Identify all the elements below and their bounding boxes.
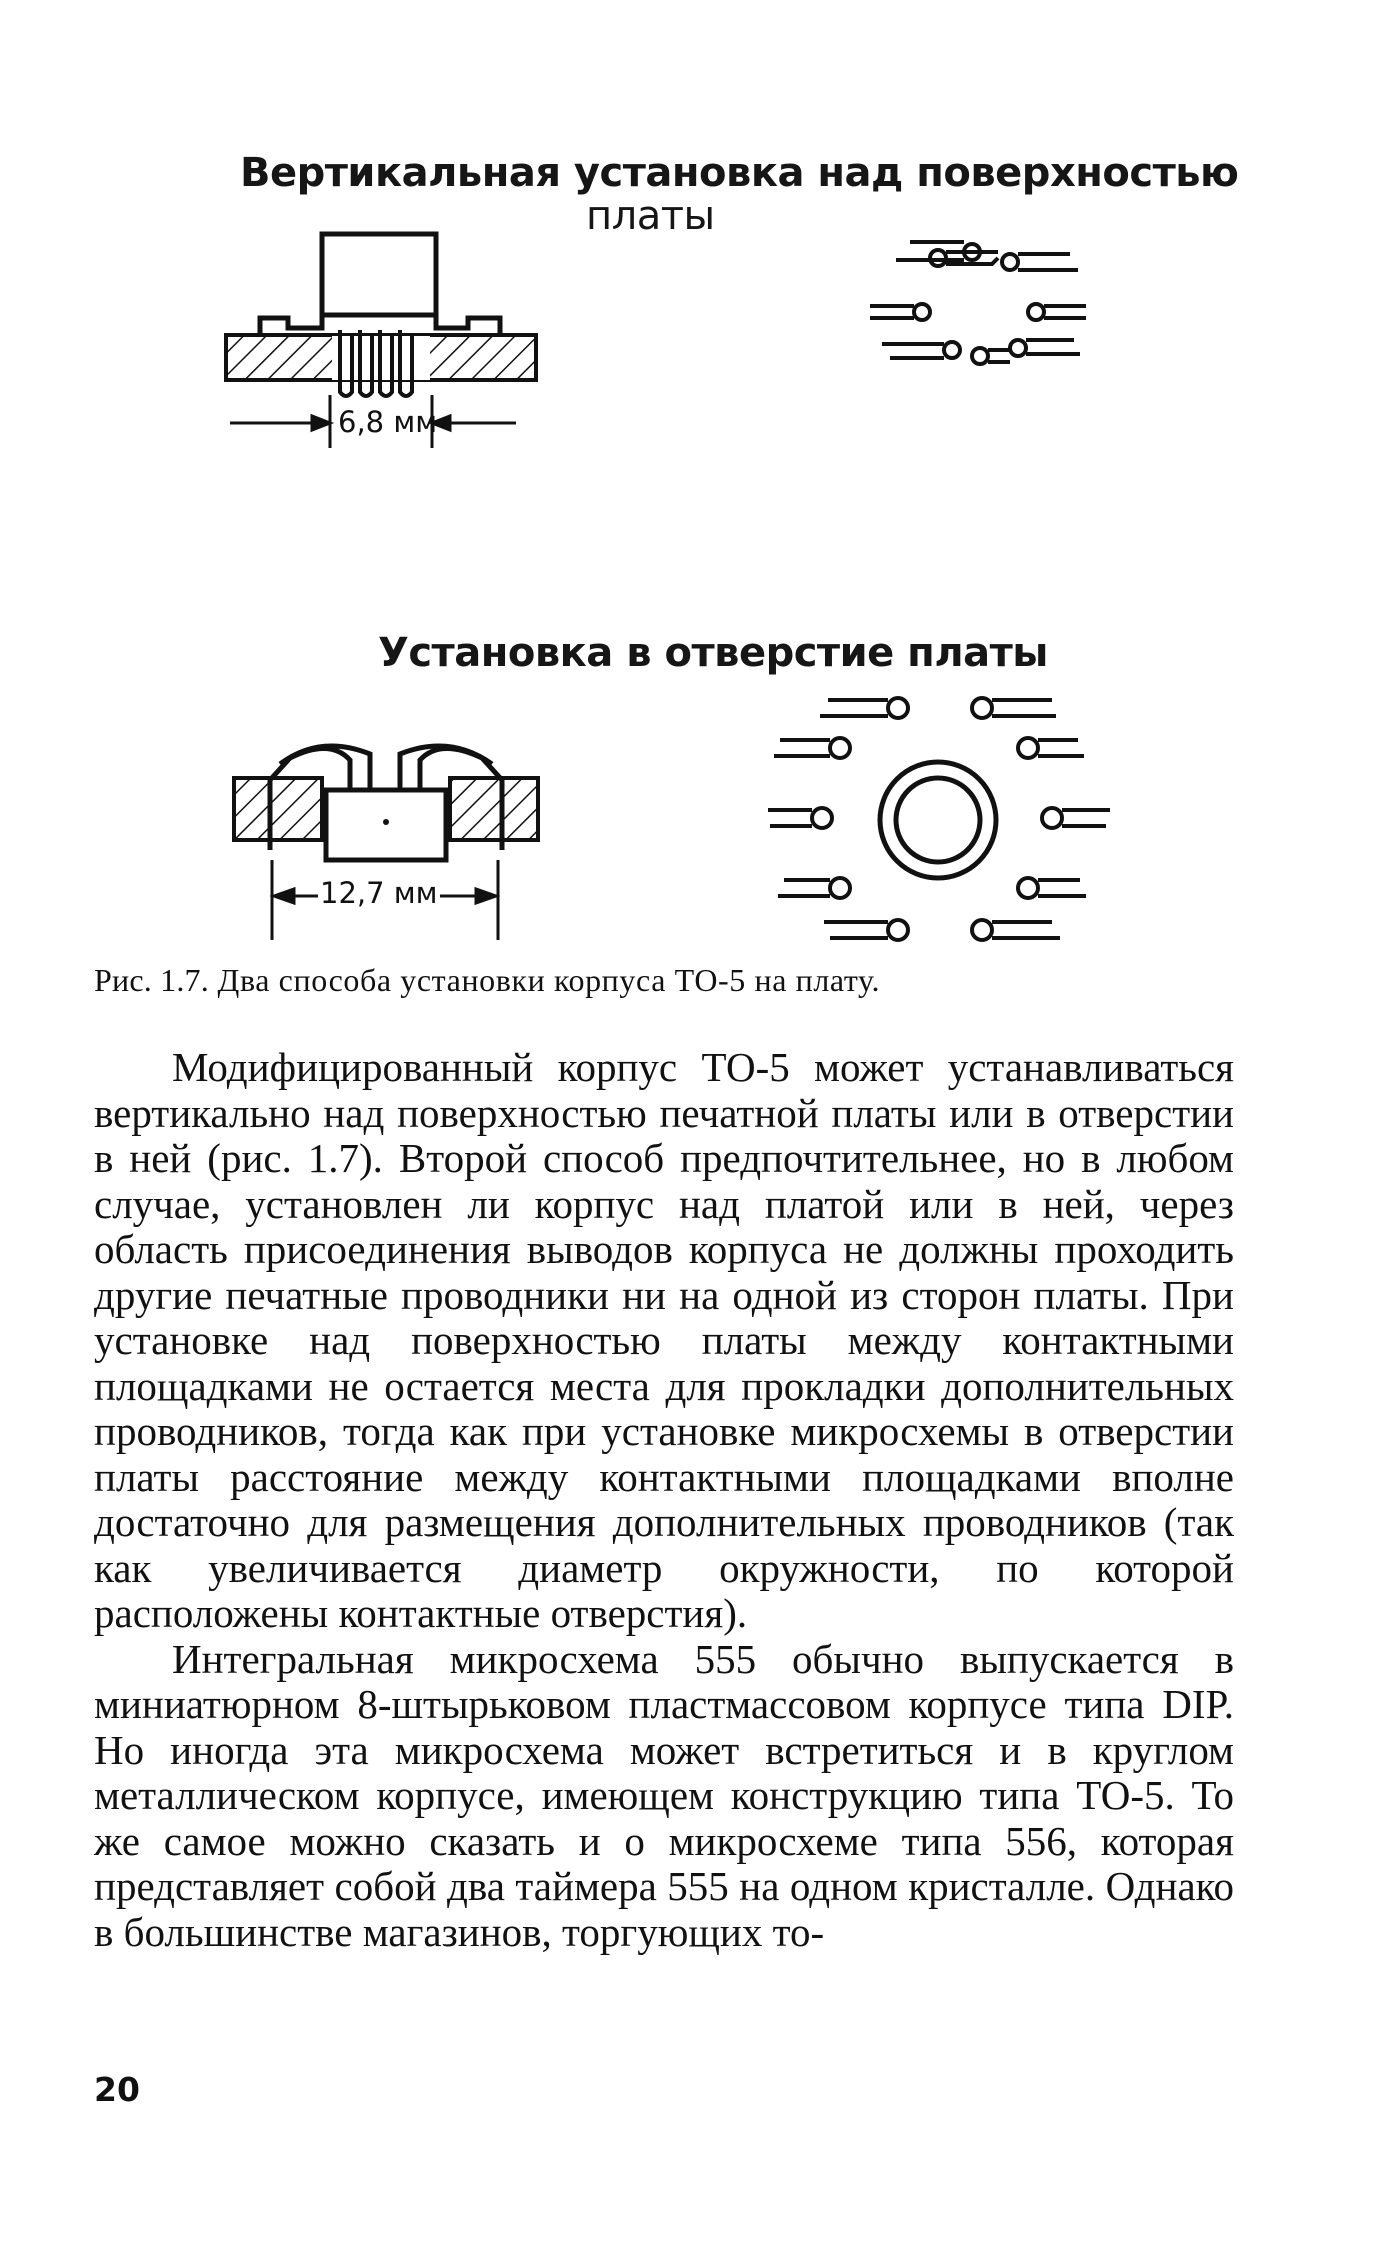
dimension-label-bottom: 12,7 мм (320, 876, 438, 910)
dimension-label-top: 6,8 мм (338, 405, 438, 439)
body-text (94, 1045, 1234, 1955)
paragraph: Модифицированный корпус ТО-5 может устанавливаться вертикально над поверхностью печатной платы или в отверстии в ней (рис. 1.7). Второй способ предпочтительнее, но в любом случае, установлен ли корпус над платой или в ней, через область присоединения выводов корпуса не должны проходить другие печатные проводники ни на одной из сторон платы. При установке над поверхностью платы между контактными площадками не остается места для прокладки дополнительных проводников, тогда как при установке микросхемы в отверстии платы расстояние между контактными площадками вполне достаточно для размещения дополнительных проводников (так как увеличивается диаметр окружности, по которой расположены контактные отверстия). (94, 1044, 1234, 1636)
figure-bottom-title: Установка в отверстие платы (378, 630, 1048, 676)
page-number: 20 (94, 2070, 140, 2109)
paragraph: Интегральная микросхема 555 обычно выпускается в миниатюрном 8-штырьковом пластмассовом корпусе типа DIP. Но иногда эта микросхема может встретиться и в круглом металлическом корпусе, имеющем конструкцию типа ТО-5. То же самое можно сказать и о микросхеме типа 556, которая представляет собой два таймера 555 на одном кристалле. Однако в большинстве магазинов, торгующих то- (94, 1635, 1234, 1955)
figure-caption-label: Рис. 1.7. (94, 962, 209, 998)
figure-caption (94, 962, 1174, 999)
figure-top-title: Вертикальная установка над поверхностью (240, 150, 1239, 196)
hole-mount-cross-section (220, 740, 550, 950)
figure-top-title-line2: платы (586, 193, 715, 239)
hole-mount-footprint (760, 690, 1120, 950)
vertical-mount-footprint (860, 230, 1100, 390)
figure-caption-text: Два способа установки корпуса ТО-5 на плату. (217, 962, 881, 998)
